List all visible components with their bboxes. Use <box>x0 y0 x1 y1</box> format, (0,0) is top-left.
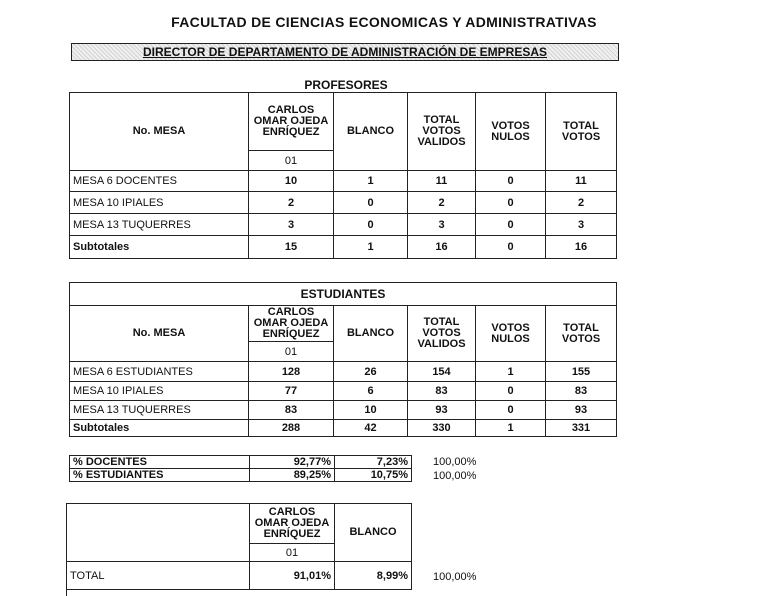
header-total-validos: TOTAL VOTOS VALIDOS <box>408 93 476 171</box>
nulos-cell: 0 <box>476 382 546 401</box>
pct-label: % DOCENTES <box>70 456 250 469</box>
nulos-cell: 1 <box>476 362 546 382</box>
header-blanco: BLANCO <box>334 93 408 171</box>
blanco-cell: 1 <box>334 236 408 259</box>
table-row <box>70 192 617 214</box>
validos-cell: 330 <box>408 420 476 437</box>
total-cell: 93 <box>546 401 617 420</box>
validos-cell: 3 <box>408 214 476 236</box>
validos-cell: 154 <box>408 362 476 382</box>
total-cell: 331 <box>546 420 617 437</box>
mesa-cell: MESA 6 DOCENTES <box>70 171 249 192</box>
candidate-cell: 10 <box>249 171 334 192</box>
table-row <box>70 401 617 420</box>
nulos-cell: 0 <box>476 236 546 259</box>
blanco-cell: 6 <box>334 382 408 401</box>
nulos-cell: 1 <box>476 420 546 437</box>
total-cell: 11 <box>546 171 617 192</box>
candidate-cell: 83 <box>249 401 334 420</box>
header-nulos: VOTOS NULOS <box>476 93 546 171</box>
final-blanco: 8,99% <box>335 562 412 590</box>
subtotal-row <box>70 420 617 437</box>
validos-cell: 93 <box>408 401 476 420</box>
profesores-table <box>69 92 617 259</box>
subtotal-row <box>70 236 617 259</box>
candidate-cell: 288 <box>249 420 334 437</box>
validos-cell: 16 <box>408 236 476 259</box>
nulos-cell: 0 <box>476 192 546 214</box>
final-empty-header <box>67 504 250 562</box>
pct-candidate: 89,25% <box>250 469 335 482</box>
total-row <box>67 562 412 590</box>
header-candidate: CARLOS OMAR OJEDA ENRÍQUEZ <box>250 504 335 544</box>
candidate-cell: 2 <box>249 192 334 214</box>
table-row <box>70 171 617 192</box>
header-mesa: No. MESA <box>70 93 249 171</box>
blanco-cell: 0 <box>334 214 408 236</box>
blanco-cell: 0 <box>334 192 408 214</box>
nulos-cell: 0 <box>476 214 546 236</box>
header-candidate-code: 01 <box>250 544 335 562</box>
table-row <box>70 456 412 469</box>
mesa-cell: MESA 6 ESTUDIANTES <box>70 362 249 382</box>
pct-label: % ESTUDIANTES <box>70 469 250 482</box>
total-cell: 2 <box>546 192 617 214</box>
validos-cell: 2 <box>408 192 476 214</box>
blanco-cell: 42 <box>334 420 408 437</box>
table-row <box>70 362 617 382</box>
blanco-cell: 10 <box>334 401 408 420</box>
total-label: TOTAL <box>67 562 250 590</box>
header-blanco: BLANCO <box>335 504 412 562</box>
nulos-cell: 0 <box>476 401 546 420</box>
total-cell: 83 <box>546 382 617 401</box>
pct-blanco: 10,75% <box>335 469 412 482</box>
header-blanco: BLANCO <box>334 306 408 362</box>
header-candidate: CARLOS OMAR OJEDA ENRÍQUEZ <box>249 93 334 151</box>
pct-candidate: 92,77% <box>250 456 335 469</box>
mesa-cell: MESA 10 IPIALES <box>70 192 249 214</box>
subtotal-label: Subtotales <box>70 420 249 437</box>
table-row <box>70 214 617 236</box>
candidate-cell: 128 <box>249 362 334 382</box>
table-row <box>70 382 617 401</box>
total-cell: 155 <box>546 362 617 382</box>
mesa-cell: MESA 13 TUQUERRES <box>70 401 249 420</box>
table-edge-line <box>66 589 67 596</box>
pct-blanco: 7,23% <box>335 456 412 469</box>
nulos-cell: 0 <box>476 171 546 192</box>
header-mesa: No. MESA <box>70 306 249 362</box>
final-candidate: 91,01% <box>250 562 335 590</box>
validos-cell: 83 <box>408 382 476 401</box>
validos-cell: 11 <box>408 171 476 192</box>
final-table <box>66 503 412 590</box>
table-row <box>70 469 412 482</box>
header-candidate-code: 01 <box>249 151 334 171</box>
estudiantes-table <box>69 282 617 437</box>
document-title: FACULTAD DE CIENCIAS ECONOMICAS Y ADMINISTRATIVAS <box>171 14 597 30</box>
percentages-table <box>69 455 412 482</box>
candidate-cell: 77 <box>249 382 334 401</box>
position-title: DIRECTOR DE DEPARTAMENTO DE ADMINISTRACIÓN DE EMPRESAS <box>71 43 619 61</box>
header-total: TOTAL VOTOS <box>546 306 617 362</box>
header-candidate: CARLOS OMAR OJEDA ENRÍQUEZ <box>249 306 334 342</box>
pct-total: 100,00% <box>433 456 477 468</box>
mesa-cell: MESA 10 IPIALES <box>70 382 249 401</box>
mesa-cell: MESA 13 TUQUERRES <box>70 214 249 236</box>
total-cell: 3 <box>546 214 617 236</box>
pct-total: 100,00% <box>433 470 477 482</box>
profesores-label: PROFESORES <box>304 78 388 92</box>
header-total: TOTAL VOTOS <box>546 93 617 171</box>
candidate-cell: 15 <box>249 236 334 259</box>
blanco-cell: 26 <box>334 362 408 382</box>
final-total: 100,00% <box>433 571 477 583</box>
header-candidate-code: 01 <box>249 342 334 362</box>
header-nulos: VOTOS NULOS <box>476 306 546 362</box>
header-total-validos: TOTAL VOTOS VALIDOS <box>408 306 476 362</box>
estudiantes-label: ESTUDIANTES <box>70 283 617 306</box>
candidate-cell: 3 <box>249 214 334 236</box>
subtotal-label: Subtotales <box>70 236 249 259</box>
blanco-cell: 1 <box>334 171 408 192</box>
total-cell: 16 <box>546 236 617 259</box>
